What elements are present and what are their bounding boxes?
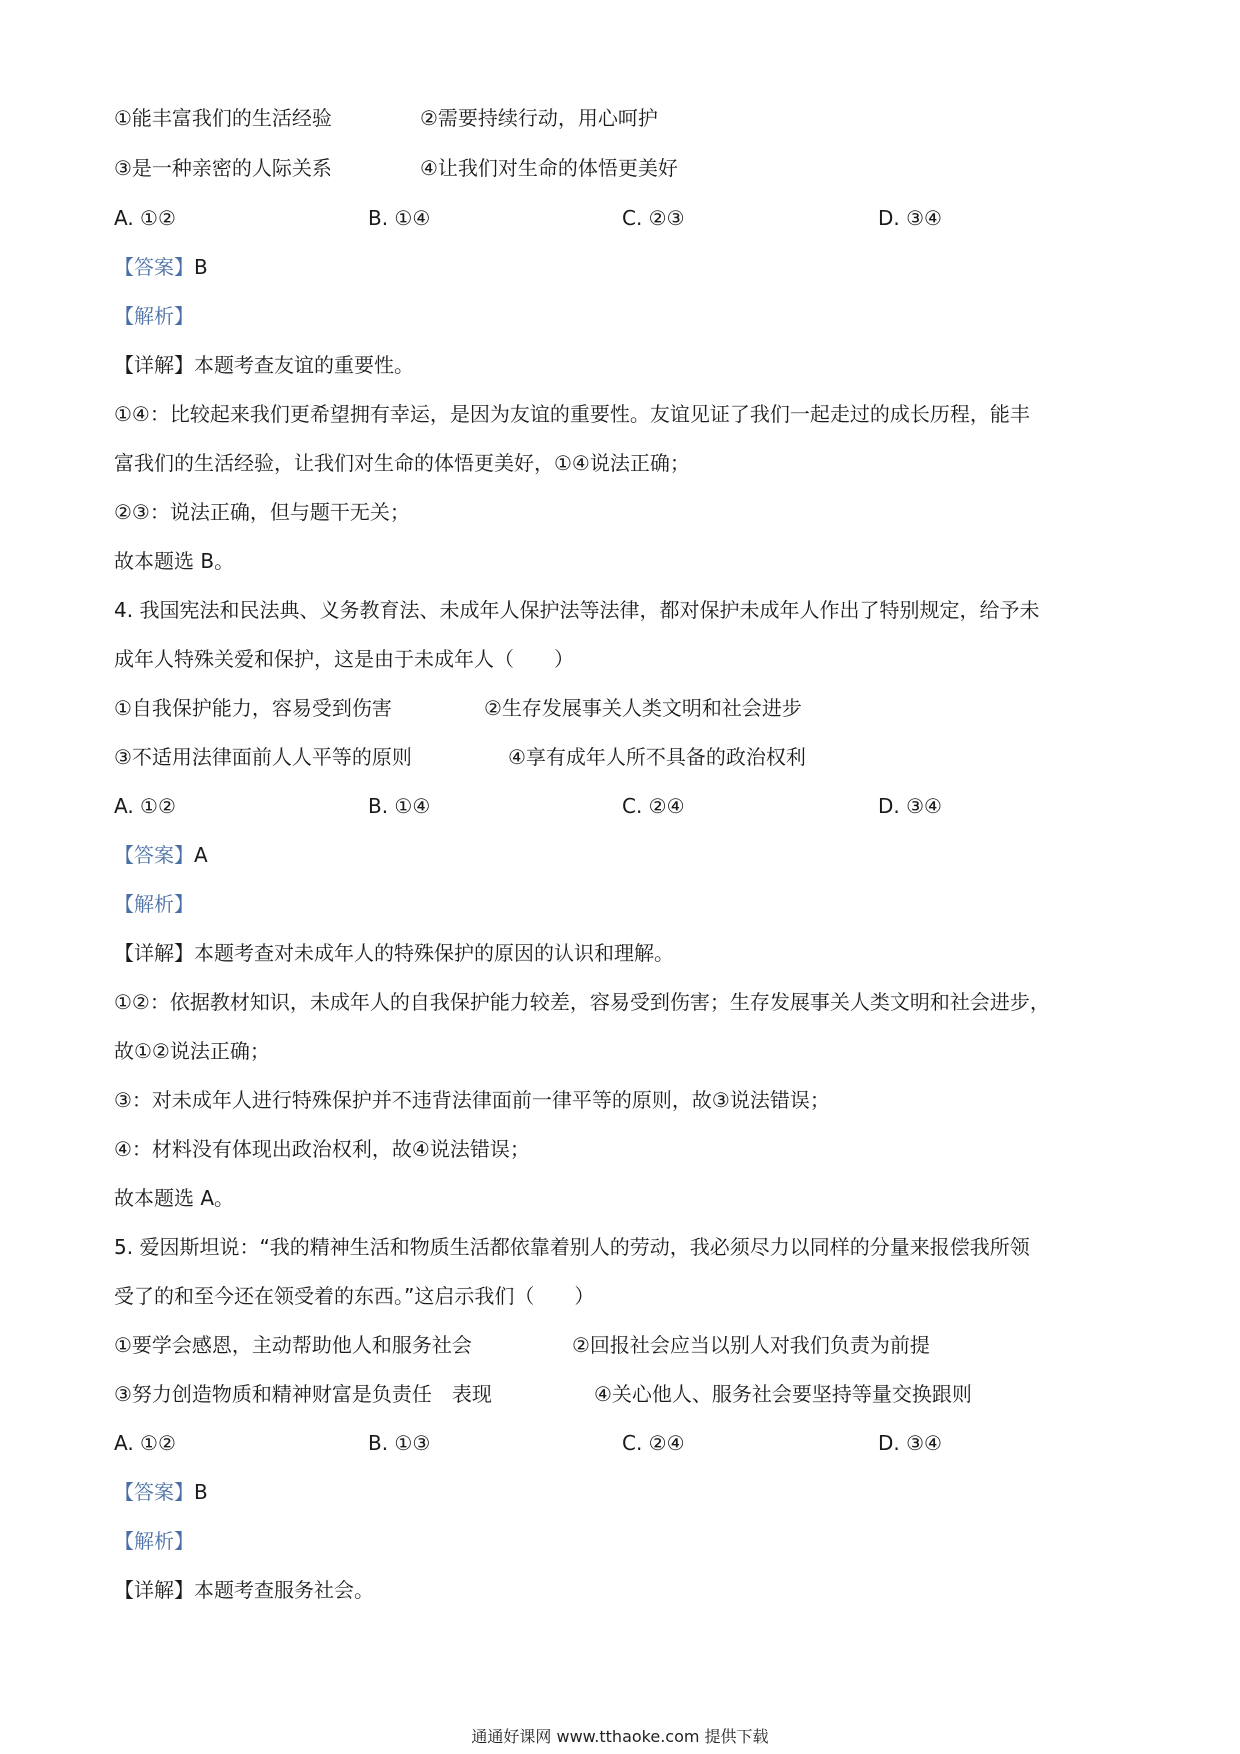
q4-stem-line-1: 4. 我国宪法和民法典、义务教育法、未成年人保护法等法律，都对保护未成年人作出了特别规定，给予未: [114, 598, 1040, 622]
q4-explanation-line: ④：材料没有体现出政治权利，故④说法错误；: [114, 1137, 530, 1161]
q5-analysis-heading: [114, 1526, 1134, 1556]
detail-tag: 【详解】: [114, 941, 194, 965]
detail-text: 本题考查服务社会。: [194, 1578, 374, 1602]
q4-analysis-heading: [114, 889, 1134, 919]
q4-stem-line-2: 成年人特殊关爱和保护，这是由于未成年人（ ）: [114, 647, 574, 671]
analysis-tag: 【解析】: [114, 892, 194, 916]
detail-text: 本题考查友谊的重要性。: [194, 353, 414, 377]
q4-explanation-line: ①②：依据教材知识，未成年人的自我保护能力较差，容易受到伤害；生存发展事关人类文明和社会进步，: [114, 990, 1050, 1014]
answer-value: B: [194, 1480, 208, 1504]
q4-statement-3: ③不适用法律面前人人平等的原则: [114, 745, 412, 769]
q4-explanation-line: ③：对未成年人进行特殊保护并不违背法律面前一律平等的原则，故③说法错误；: [114, 1088, 830, 1112]
answer-tag: 【答案】: [114, 1480, 194, 1504]
answer-value: B: [194, 255, 208, 279]
q3-option-b: B. ①④: [368, 206, 431, 230]
q5-statement-1: ①要学会感恩，主动帮助他人和服务社会: [114, 1333, 472, 1357]
q4-explanation-line: 故①②说法正确；: [114, 1039, 270, 1063]
q4-option-b: B. ①④: [368, 794, 431, 818]
q3-option-d: D. ③④: [878, 206, 942, 230]
q3-analysis-heading: [114, 301, 1134, 331]
q3-option-c: C. ②③: [622, 206, 685, 230]
q4-statement-2: ②生存发展事关人类文明和社会进步: [484, 696, 802, 720]
detail-tag: 【详解】: [114, 353, 194, 377]
q3-conclusion: 故本题选 B。: [114, 549, 235, 573]
q4-statement-1: ①自我保护能力，容易受到伤害: [114, 696, 392, 720]
q4-detail: [114, 938, 1134, 968]
q3-explanation-line: 富我们的生活经验，让我们对生命的体悟更美好，①④说法正确；: [114, 451, 690, 475]
q3-explanation-line: ①④：比较起来我们更希望拥有幸运，是因为友谊的重要性。友谊见证了我们一起走过的成长历程，能丰: [114, 402, 1030, 426]
q5-stem-line-1: 5. 爱因斯坦说：“我的精神生活和物质生活都依靠着别人的劳动，我必须尽力以同样的分量来报偿我所领: [114, 1235, 1030, 1259]
q3-option-a: A. ①②: [114, 206, 176, 230]
q3-statement-2: ②需要持续行动，用心呵护: [420, 106, 658, 130]
q3-statement-3: ③是一种亲密的人际关系: [114, 156, 332, 180]
q4-option-c: C. ②④: [622, 794, 685, 818]
q3-statement-1: ①能丰富我们的生活经验: [114, 106, 332, 130]
q5-option-b: B. ①③: [368, 1431, 431, 1455]
q5-statement-3: ③努力创造物质和精神财富是负责任 表现: [114, 1382, 492, 1406]
answer-value: A: [194, 843, 208, 867]
analysis-tag: 【解析】: [114, 304, 194, 328]
analysis-tag: 【解析】: [114, 1529, 194, 1553]
q3-answer: [114, 252, 1134, 282]
q4-conclusion: 故本题选 A。: [114, 1186, 235, 1210]
q5-statement-4: ④关心他人、服务社会要坚持等量交换跟则: [594, 1382, 972, 1406]
q5-answer: [114, 1477, 1134, 1507]
q4-statement-4: ④享有成年人所不具备的政治权利: [508, 745, 806, 769]
q5-option-d: D. ③④: [878, 1431, 942, 1455]
q5-option-c: C. ②④: [622, 1431, 685, 1455]
q4-option-a: A. ①②: [114, 794, 176, 818]
q4-answer: [114, 840, 1134, 870]
q3-statement-4: ④让我们对生命的体悟更美好: [420, 156, 678, 180]
answer-tag: 【答案】: [114, 843, 194, 867]
page-footer: 通通好课网 www.tthaoke.com 提供下载: [471, 1727, 769, 1746]
detail-tag: 【详解】: [114, 1578, 194, 1602]
answer-tag: 【答案】: [114, 255, 194, 279]
detail-text: 本题考查对未成年人的特殊保护的原因的认识和理解。: [194, 941, 674, 965]
q3-detail: [114, 350, 1134, 380]
q3-explanation-line: ②③：说法正确，但与题干无关；: [114, 500, 410, 524]
q5-detail: [114, 1575, 1134, 1605]
q5-statement-2: ②回报社会应当以别人对我们负责为前提: [572, 1333, 930, 1357]
q5-stem-line-2: 受了的和至今还在领受着的东西。”这启示我们（ ）: [114, 1284, 595, 1308]
q5-option-a: A. ①②: [114, 1431, 176, 1455]
q4-option-d: D. ③④: [878, 794, 942, 818]
